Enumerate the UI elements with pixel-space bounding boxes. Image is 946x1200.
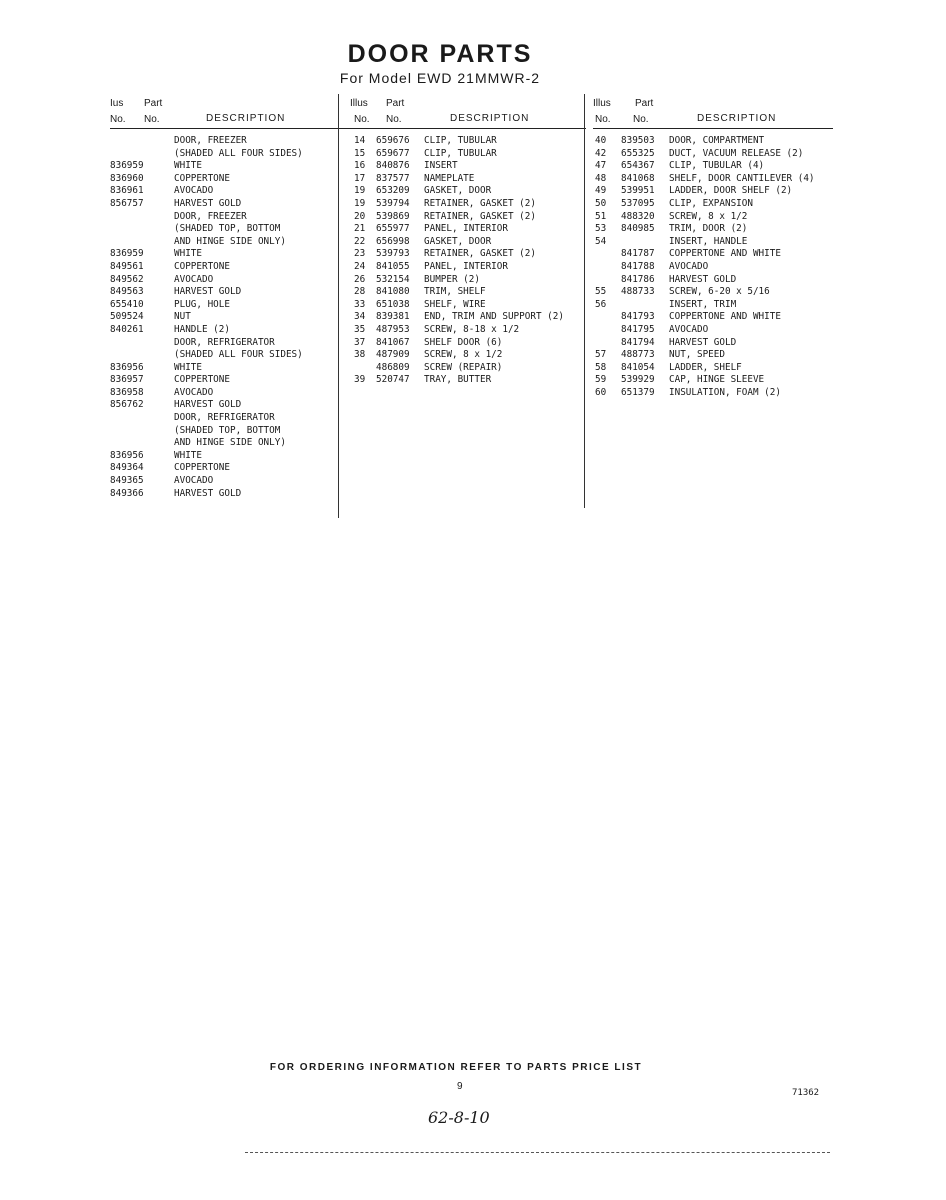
part-description: HARVEST GOLD bbox=[174, 399, 242, 411]
part-description: HARVEST GOLD bbox=[669, 336, 737, 348]
part-number: 488733 bbox=[621, 286, 655, 298]
part-description: SHELF, DOOR CANTILEVER (4) bbox=[669, 172, 815, 184]
parts-row bbox=[110, 374, 354, 387]
illus-number: 53 bbox=[595, 223, 607, 235]
parts-row bbox=[350, 311, 586, 324]
parts-row bbox=[110, 160, 354, 173]
parts-row bbox=[350, 135, 586, 148]
part-number: 651038 bbox=[376, 298, 410, 310]
illus-number: 60 bbox=[595, 386, 607, 398]
illus-number: 15 bbox=[354, 147, 366, 159]
illus-number: 59 bbox=[595, 374, 607, 386]
parts-list bbox=[110, 135, 354, 500]
parts-row bbox=[350, 185, 586, 198]
parts-row bbox=[350, 160, 586, 173]
header-description: DESCRIPTION bbox=[697, 113, 777, 124]
document-code: 71362 bbox=[792, 1088, 820, 1098]
parts-row bbox=[350, 374, 586, 387]
part-description: WHITE bbox=[174, 248, 202, 260]
part-number: 841080 bbox=[376, 286, 410, 298]
part-description: DOOR, REFRIGERATOR bbox=[174, 412, 275, 424]
part-number: 539794 bbox=[376, 197, 410, 209]
parts-column-2 bbox=[350, 96, 586, 387]
parts-row bbox=[593, 148, 833, 161]
part-number: 836956 bbox=[110, 361, 144, 373]
part-description: INSERT, HANDLE bbox=[669, 235, 748, 247]
part-description: TRAY, BUTTER bbox=[424, 374, 492, 386]
part-number: 841788 bbox=[621, 260, 655, 272]
part-number: 841787 bbox=[621, 248, 655, 260]
illus-number: 16 bbox=[354, 160, 366, 172]
part-number: 841055 bbox=[376, 260, 410, 272]
part-description: DOOR, FREEZER bbox=[174, 135, 247, 146]
parts-row bbox=[110, 135, 354, 148]
illus-number: 39 bbox=[354, 374, 366, 386]
parts-row bbox=[350, 349, 586, 362]
parts-row bbox=[593, 299, 833, 312]
page-number: 9 bbox=[457, 1081, 463, 1092]
parts-row bbox=[350, 337, 586, 350]
part-description: RETAINER, GASKET (2) bbox=[424, 197, 536, 209]
part-description: SCREW, 8 x 1/2 bbox=[669, 210, 748, 222]
model-subtitle: For Model EWD 21MMWR-2 bbox=[339, 70, 541, 86]
parts-row bbox=[593, 274, 833, 287]
part-description: CLIP, TUBULAR bbox=[424, 147, 497, 159]
illus-number: 35 bbox=[354, 323, 366, 335]
part-description: AVOCADO bbox=[669, 323, 709, 335]
part-number: 659677 bbox=[376, 147, 410, 159]
header-no: No. bbox=[386, 114, 402, 125]
column-divider bbox=[338, 94, 339, 518]
part-description: NAMEPLATE bbox=[424, 172, 475, 184]
part-number: 539951 bbox=[621, 185, 655, 197]
parts-row bbox=[350, 148, 586, 161]
part-description: END, TRIM AND SUPPORT (2) bbox=[424, 311, 564, 323]
column-divider bbox=[584, 94, 585, 508]
illus-number: 33 bbox=[354, 298, 366, 310]
parts-row bbox=[593, 198, 833, 211]
header-no: No. bbox=[633, 114, 649, 125]
parts-row bbox=[110, 299, 354, 312]
header-part: Part bbox=[386, 98, 405, 109]
parts-row bbox=[110, 324, 354, 337]
parts-row bbox=[593, 286, 833, 299]
part-number: 849366 bbox=[110, 487, 144, 499]
part-description: DOOR, FREEZER bbox=[174, 210, 247, 222]
part-description: DOOR, REFRIGERATOR bbox=[174, 336, 275, 348]
part-description: RETAINER, GASKET (2) bbox=[424, 248, 536, 260]
illus-number: 42 bbox=[595, 147, 607, 159]
illus-number: 58 bbox=[595, 361, 607, 373]
parts-row bbox=[110, 387, 354, 400]
part-description: HARVEST GOLD bbox=[174, 487, 242, 499]
parts-row bbox=[350, 223, 586, 236]
header-no: No. bbox=[144, 114, 160, 125]
part-description: HARVEST GOLD bbox=[174, 197, 242, 209]
part-number: 856757 bbox=[110, 197, 144, 209]
illus-number: 37 bbox=[354, 336, 366, 348]
part-description: NUT bbox=[174, 311, 191, 323]
illus-number: 21 bbox=[354, 223, 366, 235]
part-number: 656998 bbox=[376, 235, 410, 247]
part-number: 509524 bbox=[110, 311, 144, 323]
part-number: 836957 bbox=[110, 374, 144, 386]
part-number: 836956 bbox=[110, 449, 144, 461]
part-number: 532154 bbox=[376, 273, 410, 285]
part-description: COPPERTONE AND WHITE bbox=[669, 248, 781, 260]
part-description: SCREW, 6-20 x 5/16 bbox=[669, 286, 770, 298]
header-description: DESCRIPTION bbox=[450, 113, 530, 124]
part-description: AVOCADO bbox=[174, 386, 214, 398]
parts-row bbox=[110, 286, 354, 299]
illus-number: 28 bbox=[354, 286, 366, 298]
parts-row bbox=[110, 475, 354, 488]
illus-number: 57 bbox=[595, 349, 607, 361]
parts-row bbox=[593, 324, 833, 337]
parts-row bbox=[593, 185, 833, 198]
part-description: PLUG, HOLE bbox=[174, 298, 230, 310]
header-no: No. bbox=[595, 114, 611, 125]
parts-row bbox=[350, 211, 586, 224]
illus-number: 23 bbox=[354, 248, 366, 260]
part-number: 486809 bbox=[376, 361, 410, 373]
part-description: INSERT, TRIM bbox=[669, 298, 737, 310]
parts-row bbox=[350, 324, 586, 337]
part-description: SHELF, WIRE bbox=[424, 298, 486, 310]
illus-number: 48 bbox=[595, 172, 607, 184]
part-description: AND HINGE SIDE ONLY) bbox=[174, 235, 286, 247]
part-description: COPPERTONE bbox=[174, 374, 230, 386]
part-number: 487909 bbox=[376, 349, 410, 361]
part-description: SCREW, 8-18 x 1/2 bbox=[424, 323, 520, 335]
part-number: 839503 bbox=[621, 135, 655, 146]
header-part: Part bbox=[144, 98, 163, 109]
parts-row bbox=[350, 198, 586, 211]
part-description: NUT, SPEED bbox=[669, 349, 725, 361]
part-description: SCREW (REPAIR) bbox=[424, 361, 503, 373]
part-description: DOOR, COMPARTMENT bbox=[669, 135, 765, 146]
part-number: 520747 bbox=[376, 374, 410, 386]
parts-row bbox=[110, 223, 354, 236]
part-description: AVOCADO bbox=[174, 185, 214, 197]
illus-number: 34 bbox=[354, 311, 366, 323]
parts-row bbox=[110, 311, 354, 324]
part-description: HANDLE (2) bbox=[174, 323, 230, 335]
part-description: CLIP, TUBULAR (4) bbox=[669, 160, 765, 172]
header-illus: Ius bbox=[110, 98, 124, 109]
part-description: SCREW, 8 x 1/2 bbox=[424, 349, 503, 361]
parts-row bbox=[110, 412, 354, 425]
illus-number: 24 bbox=[354, 260, 366, 272]
parts-row bbox=[350, 274, 586, 287]
part-description: AVOCADO bbox=[174, 273, 214, 285]
parts-row bbox=[110, 211, 354, 224]
header-no: No. bbox=[354, 114, 370, 125]
parts-row bbox=[593, 362, 833, 375]
part-description: CAP, HINGE SLEEVE bbox=[669, 374, 765, 386]
illus-number: 17 bbox=[354, 172, 366, 184]
illus-number: 22 bbox=[354, 235, 366, 247]
parts-row bbox=[350, 248, 586, 261]
parts-row bbox=[110, 274, 354, 287]
part-number: 841786 bbox=[621, 273, 655, 285]
illus-number: 14 bbox=[354, 135, 366, 146]
illus-number: 55 bbox=[595, 286, 607, 298]
part-number: 837577 bbox=[376, 172, 410, 184]
part-number: 488773 bbox=[621, 349, 655, 361]
part-number: 841794 bbox=[621, 336, 655, 348]
part-description: WHITE bbox=[174, 449, 202, 461]
parts-row bbox=[593, 173, 833, 186]
part-description: LADDER, DOOR SHELF (2) bbox=[669, 185, 793, 197]
illus-number: 54 bbox=[595, 235, 607, 247]
parts-row bbox=[593, 349, 833, 362]
parts-row bbox=[593, 261, 833, 274]
parts-row bbox=[110, 185, 354, 198]
part-number: 488320 bbox=[621, 210, 655, 222]
part-description: TRIM, DOOR (2) bbox=[669, 223, 748, 235]
parts-row bbox=[350, 299, 586, 312]
parts-row bbox=[110, 488, 354, 501]
illus-number: 47 bbox=[595, 160, 607, 172]
part-description: WHITE bbox=[174, 361, 202, 373]
part-number: 836959 bbox=[110, 248, 144, 260]
part-number: 856762 bbox=[110, 399, 144, 411]
part-description: GASKET, DOOR bbox=[424, 235, 492, 247]
parts-row bbox=[593, 248, 833, 261]
part-description: RETAINER, GASKET (2) bbox=[424, 210, 536, 222]
column-header bbox=[110, 96, 354, 129]
parts-row bbox=[110, 248, 354, 261]
part-number: 487953 bbox=[376, 323, 410, 335]
part-number: 654367 bbox=[621, 160, 655, 172]
part-description: HARVEST GOLD bbox=[174, 286, 242, 298]
parts-row bbox=[110, 337, 354, 350]
parts-list bbox=[350, 135, 586, 387]
dashed-rule bbox=[245, 1152, 830, 1153]
part-number: 836961 bbox=[110, 185, 144, 197]
parts-row bbox=[593, 211, 833, 224]
parts-row bbox=[350, 236, 586, 249]
illus-number: 20 bbox=[354, 210, 366, 222]
part-description: INSERT bbox=[424, 160, 458, 172]
parts-row bbox=[110, 450, 354, 463]
parts-row bbox=[593, 337, 833, 350]
part-number: 537095 bbox=[621, 197, 655, 209]
illus-number: 51 bbox=[595, 210, 607, 222]
part-description: HARVEST GOLD bbox=[669, 273, 737, 285]
part-number: 539929 bbox=[621, 374, 655, 386]
parts-row bbox=[110, 173, 354, 186]
part-number: 839381 bbox=[376, 311, 410, 323]
parts-row bbox=[110, 362, 354, 375]
column-header bbox=[350, 96, 586, 129]
illus-number: 26 bbox=[354, 273, 366, 285]
part-number: 841795 bbox=[621, 323, 655, 335]
part-description: LADDER, SHELF bbox=[669, 361, 742, 373]
illus-number: 19 bbox=[354, 197, 366, 209]
part-number: 653209 bbox=[376, 185, 410, 197]
column-header bbox=[593, 96, 833, 129]
part-description: PANEL, INTERIOR bbox=[424, 260, 508, 272]
part-number: 841068 bbox=[621, 172, 655, 184]
header-illus: Illus bbox=[350, 98, 368, 109]
part-description: PANEL, INTERIOR bbox=[424, 223, 508, 235]
part-number: 840876 bbox=[376, 160, 410, 172]
part-description: COPPERTONE bbox=[174, 172, 230, 184]
illus-number: 38 bbox=[354, 349, 366, 361]
parts-row bbox=[593, 135, 833, 148]
parts-row bbox=[110, 261, 354, 274]
part-description: TRIM, SHELF bbox=[424, 286, 486, 298]
handwritten-note: 62-8-10 bbox=[428, 1108, 490, 1127]
header-description: DESCRIPTION bbox=[206, 113, 286, 124]
part-number: 655977 bbox=[376, 223, 410, 235]
parts-row bbox=[350, 362, 586, 375]
part-description: (SHADED ALL FOUR SIDES) bbox=[174, 349, 303, 361]
illus-number: 19 bbox=[354, 185, 366, 197]
part-number: 659676 bbox=[376, 135, 410, 146]
parts-row bbox=[110, 236, 354, 249]
part-description: (SHADED TOP, BOTTOM bbox=[174, 223, 281, 235]
part-number: 849561 bbox=[110, 260, 144, 272]
illus-number: 56 bbox=[595, 298, 607, 310]
part-number: 655410 bbox=[110, 298, 144, 310]
illus-number: 49 bbox=[595, 185, 607, 197]
part-number: 539793 bbox=[376, 248, 410, 260]
part-number: 836960 bbox=[110, 172, 144, 184]
part-description: BUMPER (2) bbox=[424, 273, 480, 285]
part-description: INSULATION, FOAM (2) bbox=[669, 386, 781, 398]
parts-row bbox=[110, 349, 354, 362]
parts-row bbox=[110, 148, 354, 161]
part-number: 836958 bbox=[110, 386, 144, 398]
part-description: (SHADED TOP, BOTTOM bbox=[174, 424, 281, 436]
part-number: 841793 bbox=[621, 311, 655, 323]
part-description: DUCT, VACUUM RELEASE (2) bbox=[669, 147, 804, 159]
parts-list bbox=[593, 135, 833, 399]
page-title: DOOR PARTS bbox=[347, 40, 533, 68]
parts-row bbox=[110, 399, 354, 412]
part-number: 841067 bbox=[376, 336, 410, 348]
part-number: 539869 bbox=[376, 210, 410, 222]
part-description: GASKET, DOOR bbox=[424, 185, 492, 197]
part-description: CLIP, EXPANSION bbox=[669, 197, 753, 209]
parts-column-3 bbox=[593, 96, 833, 399]
part-description: AND HINGE SIDE ONLY) bbox=[174, 437, 286, 449]
part-number: 836959 bbox=[110, 160, 144, 172]
parts-row bbox=[350, 261, 586, 274]
parts-row bbox=[593, 236, 833, 249]
header-no: No. bbox=[110, 114, 126, 125]
part-number: 655325 bbox=[621, 147, 655, 159]
parts-row bbox=[350, 286, 586, 299]
parts-row bbox=[593, 311, 833, 324]
part-description: COPPERTONE AND WHITE bbox=[669, 311, 781, 323]
header-part: Part bbox=[635, 98, 654, 109]
part-number: 849562 bbox=[110, 273, 144, 285]
header-illus: Illus bbox=[593, 98, 611, 109]
parts-row bbox=[350, 173, 586, 186]
parts-row bbox=[110, 437, 354, 450]
part-description: AVOCADO bbox=[174, 475, 214, 487]
part-description: WHITE bbox=[174, 160, 202, 172]
parts-row bbox=[110, 462, 354, 475]
part-description: AVOCADO bbox=[669, 260, 709, 272]
parts-row bbox=[110, 425, 354, 438]
illus-number: 40 bbox=[595, 135, 607, 146]
part-number: 849563 bbox=[110, 286, 144, 298]
ordering-footer: FOR ORDERING INFORMATION REFER TO PARTS PRICE LIST bbox=[269, 1062, 643, 1073]
parts-row bbox=[110, 198, 354, 211]
parts-row bbox=[593, 387, 833, 400]
part-description: COPPERTONE bbox=[174, 260, 230, 272]
illus-number: 50 bbox=[595, 197, 607, 209]
part-description: SHELF DOOR (6) bbox=[424, 336, 503, 348]
part-number: 651379 bbox=[621, 386, 655, 398]
parts-row bbox=[593, 160, 833, 173]
part-description: COPPERTONE bbox=[174, 462, 230, 474]
part-number: 840261 bbox=[110, 323, 144, 335]
part-number: 849365 bbox=[110, 475, 144, 487]
part-description: CLIP, TUBULAR bbox=[424, 135, 497, 146]
part-number: 841054 bbox=[621, 361, 655, 373]
parts-column-1 bbox=[110, 96, 354, 500]
parts-row bbox=[593, 223, 833, 236]
part-description: (SHADED ALL FOUR SIDES) bbox=[174, 147, 303, 159]
part-number: 849364 bbox=[110, 462, 144, 474]
part-number: 840985 bbox=[621, 223, 655, 235]
parts-row bbox=[593, 374, 833, 387]
